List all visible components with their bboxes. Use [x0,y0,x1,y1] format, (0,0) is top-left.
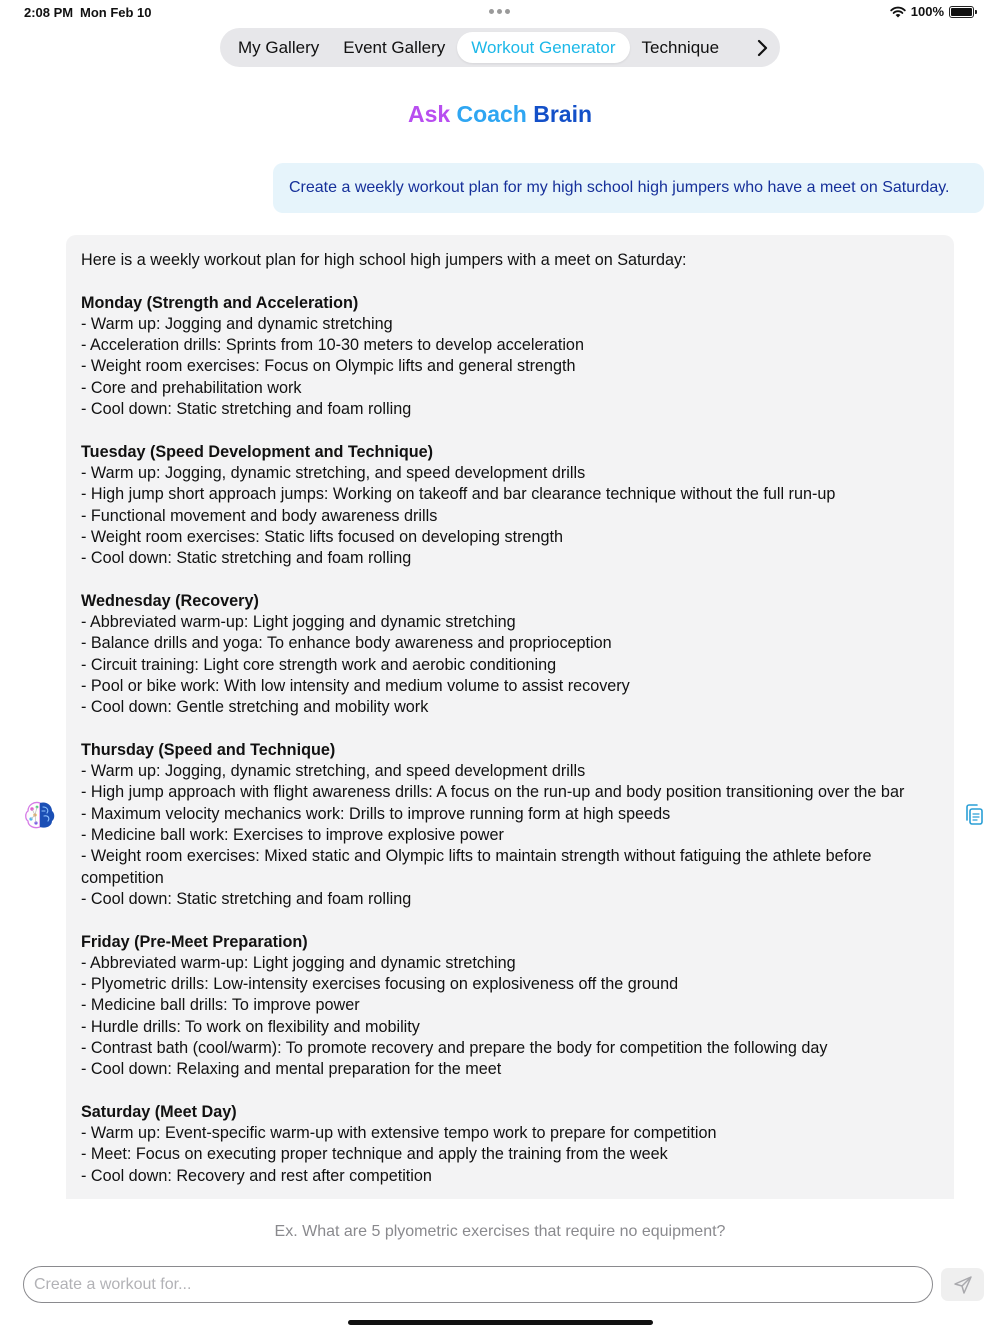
response-intro: Here is a weekly workout plan for high school high jumpers with a meet on Saturday: [81,251,687,269]
day-title: Monday (Strength and Acceleration) [81,293,359,312]
title-coach: Coach [456,101,527,127]
day-item: - Cool down: Static stretching and foam rolling [81,400,412,419]
day-item: - Meet: Focus on executing proper technique and apply the training from the week [81,1145,668,1164]
day-item: - Core and prehabilitation work [81,378,302,397]
day-title: Wednesday (Recovery) [81,591,259,610]
multitasking-dots[interactable] [489,9,510,14]
prompt-input[interactable] [23,1266,933,1303]
day-item: - Weight room exercises: Static lifts focused on developing strength [81,527,563,546]
assistant-response [66,235,954,1199]
day-item: - Pool or bike work: With low intensity and medium volume to assist recovery [81,676,630,695]
page-title [0,101,1000,128]
status-date: Mon Feb 10 [80,5,152,20]
day-section-thursday [81,740,939,910]
day-item: - Cool down: Static stretching and foam rolling [81,549,412,568]
title-brain: Brain [533,101,593,127]
day-item: - Cool down: Static stretching and foam rolling [81,889,412,908]
send-icon [953,1275,973,1295]
day-title: Thursday (Speed and Technique) [81,740,336,759]
day-title: Saturday (Meet Day) [81,1102,237,1121]
copy-icon[interactable] [963,803,985,827]
battery-percent: 100% [910,4,944,19]
day-item: - Abbreviated warm-up: Light jogging and dynamic stretching [81,613,516,632]
day-section-tuesday [81,442,939,570]
day-item: - Warm up: Jogging, dynamic stretching, and speed development drills [81,762,586,781]
day-item: - Maximum velocity mechanics work: Drills to improve running form at high speeds [81,804,671,823]
day-item: - Weight room exercises: Focus on Olympic lifts and general strength [81,357,576,376]
day-item: - Functional movement and body awareness drills [81,506,438,525]
day-title: Friday (Pre-Meet Preparation) [81,932,308,951]
day-item: - Plyometric drills: Low-intensity exercises focusing on explosiveness off the ground [81,975,679,994]
example-prompt[interactable]: Ex. What are 5 plyometric exercises that require no equipment? [274,1223,726,1240]
day-title: Tuesday (Speed Development and Technique) [81,442,433,461]
title-ask: Ask [407,101,451,127]
day-item: - Cool down: Gentle stretching and mobility work [81,698,429,717]
day-item: - Contrast bath (cool/warm): To promote recovery and prepare the body for competition the following day [81,1038,828,1057]
day-item: - Medicine ball work: Exercises to improve explosive power [81,826,504,845]
tab-next-button[interactable] [750,32,774,63]
tab-technique[interactable]: Technique [641,38,720,57]
tab-event-gallery[interactable]: Event Gallery [343,38,446,57]
tab-workout-generator[interactable]: Workout Generator [457,32,629,63]
day-section-saturday [81,1102,939,1187]
day-item: - Cool down: Relaxing and mental preparation for the meet [81,1060,502,1079]
user-message-bubble: Create a weekly workout plan for my high school high jumpers who have a meet on Saturday. [273,163,984,213]
day-item: - Warm up: Jogging and dynamic stretching [81,314,393,333]
day-item: - Warm up: Event-specific warm-up with extensive tempo work to prepare for competition [81,1124,717,1143]
day-item: - Warm up: Jogging, dynamic stretching, and speed development drills [81,463,586,482]
wifi-icon [890,6,906,18]
brain-logo-icon [23,798,57,832]
day-item: - Balance drills and yoga: To enhance body awareness and proprioception [81,634,612,653]
status-bar [0,0,1000,24]
day-item: - Cool down: Recovery and rest after competition [81,1166,432,1185]
day-item: - Abbreviated warm-up: Light jogging and dynamic stretching [81,953,516,972]
day-section-wednesday [81,591,939,719]
day-section-friday [81,932,939,1081]
status-right [890,4,974,19]
day-item: - Medicine ball drills: To improve power [81,996,360,1015]
day-item: - High jump short approach jumps: Working on takeoff and bar clearance technique without the full run-up [81,485,836,504]
day-item: - Acceleration drills: Sprints from 10-30 meters to develop acceleration [81,336,584,355]
chevron-right-icon [756,39,768,57]
home-indicator[interactable] [348,1320,653,1325]
day-item: - Weight room exercises: Mixed static and Olympic lifts to maintain strength without fatiguing the athlete before competition [81,847,872,887]
status-time: 2:08 PM [24,5,74,20]
tab-bar [220,28,780,67]
day-section-monday [81,293,939,421]
day-item: - Circuit training: Light core strength work and aerobic conditioning [81,655,557,674]
day-item: - Hurdle drills: To work on flexibility and mobility [81,1017,420,1036]
send-button[interactable] [941,1268,984,1301]
day-item: - High jump approach with flight awareness drills: A focus on the run-up and body position transitioning over the bar [81,783,905,802]
tab-my-gallery[interactable]: My Gallery [238,38,320,57]
battery-icon [949,6,974,18]
